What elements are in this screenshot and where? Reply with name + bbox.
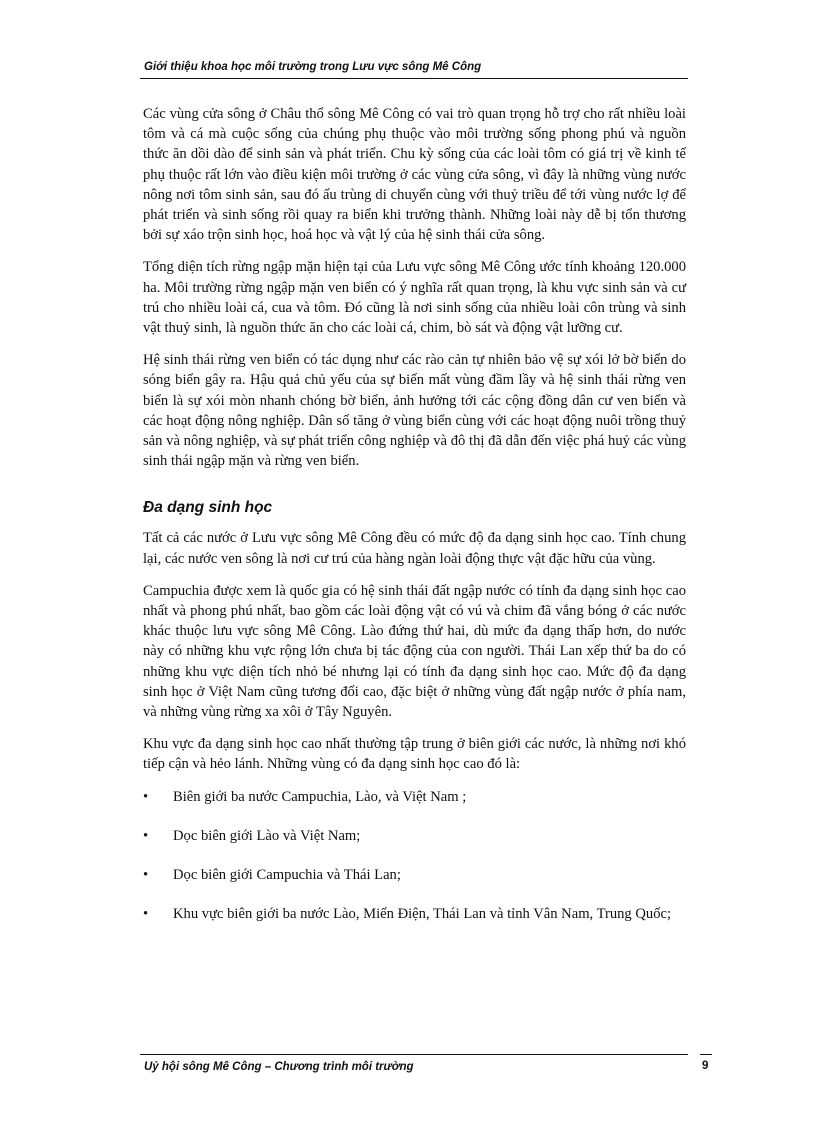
list-item (143, 787, 686, 807)
paragraph-coastal-forest: Hệ sinh thái rừng ven biển có tác dụng như các rào cản tự nhiên bảo vệ sự xói lở bờ biển do sóng biển gây ra. Hậu quả chủ yếu của sự biến mất vùng đầm lầy và hệ sinh thái rừng ven biển là sự xói mòn nhanh chóng bờ biển, ảnh hưởng tới các cộng đồng dân cư ven biển và các hoạt động nông nghiệp. Dân số tăng ở vùng biển cùng với các hoạt động nuôi trồng thuỷ sản và nông nghiệp, và sự phát triển công nghiệp và đô thị đã dẫn đến việc phá huỷ các vùng sinh thái ngập mặn và rừng ven biển. (143, 352, 686, 470)
page-content (143, 104, 686, 944)
bullet-list (143, 787, 686, 925)
paragraph-biodiversity-countries: Campuchia được xem là quốc gia có hệ sinh thái đất ngập nước có tính đa dạng sinh học cao nhất và phong phú nhất, bao gồm các loài động vật có vú và chim đã vắng bóng ở các nước khác thuộc lưu vực sông Mê Công. Lào đứng thứ hai, dù mức đa dạng thấp hơn, do nước này có những khu vực rộng lớn chưa bị tác động của con người. Thái Lan xếp thứ ba do có những khu vực diện tích nhỏ bé nhưng lại có tính đa dạng sinh học cao. Mức độ đa dạng sinh học ở Việt Nam cũng tương đối cao, đặc biệt ở những vùng đất ngập nước ở phía nam, và những vùng rừng xa xôi ở Tây Nguyên. (143, 582, 686, 721)
page-footer (140, 1054, 688, 1077)
list-item (143, 904, 686, 924)
header-title: Giới thiệu khoa học môi trường trong Lưu vực sông Mê Công (144, 61, 482, 73)
bullet-icon: • (143, 827, 149, 844)
list-item-text: Biên giới ba nước Campuchia, Lào, và Việt Nam ; (173, 788, 467, 805)
bullet-icon: • (143, 788, 149, 805)
list-item-text: Dọc biên giới Campuchia và Thái Lan; (173, 867, 401, 884)
paragraph-mangroves: Tổng diện tích rừng ngập mặn hiện tại của Lưu vực sông Mê Công ước tính khoảng 120.000 ha. Môi trường rừng ngập mặn ven biển có ý nghĩa rất quan trọng, là khu vực sinh sản và cư trú cho nhiều loài cá, cua và tôm. Đó cũng là nơi sinh sống của nhiều loài côn trùng và sinh vật thuỷ sinh, là nguồn thức ăn cho các loài cá, chim, bò sát và động vật lưỡng cư. (143, 259, 686, 337)
bullet-icon: • (143, 867, 149, 884)
page-number: 9 (702, 1060, 709, 1072)
page-header (140, 60, 688, 79)
list-item-text: Khu vực biên giới ba nước Lào, Miến Điện, Thái Lan và tỉnh Vân Nam, Trung Quốc; (173, 906, 672, 923)
footer-divider (700, 1054, 712, 1055)
list-item-text: Dọc biên giới Lào và Việt Nam; (173, 827, 361, 844)
paragraph-biodiversity-intro: Tất cả các nước ở Lưu vực sông Mê Công đều có mức độ đa dạng sinh học cao. Tính chung lại, các nước ven sông là nơi cư trú của hàng ngàn loài động thực vật đặc hữu của vùng. (143, 530, 686, 567)
list-item (143, 865, 686, 885)
paragraph-estuaries: Các vùng cửa sông ở Châu thổ sông Mê Công có vai trò quan trọng hỗ trợ cho rất nhiều loài tôm và cá mà cuộc sống của chúng phụ thuộc vào môi trường sống phong phú và nguồn thức ăn dồi dào để sinh sản và phát triển. Chu kỳ sống của các loài tôm có giá trị về kinh tế phụ thuộc rất lớn vào điều kiện môi trường ở các vùng cửa sông, vì đây là những vùng nước nông nơi tôm sinh sản, sau đó ấu trùng di chuyển cùng với thuỷ triều để tới vùng nước lợ để phát triển và sinh sống rồi quay ra biển khi trưởng thành. Những loài này dễ bị tổn thương bởi sự xáo trộn sinh học, hoá học và vật lý của hệ sinh thái cửa sông. (143, 106, 686, 244)
list-item (143, 826, 686, 846)
footer-title: Uỷ hội sông Mê Công – Chương trình môi trường (144, 1061, 414, 1073)
section-heading-biodiversity: Đa dạng sinh học (143, 499, 273, 517)
bullet-icon: • (143, 906, 149, 923)
paragraph-biodiversity-borders: Khu vực đa dạng sinh học cao nhất thường tập trung ở biên giới các nước, là những nơi khó tiếp cận và hẻo lánh. Những vùng có đa dạng sinh học cao đó là: (143, 736, 686, 773)
